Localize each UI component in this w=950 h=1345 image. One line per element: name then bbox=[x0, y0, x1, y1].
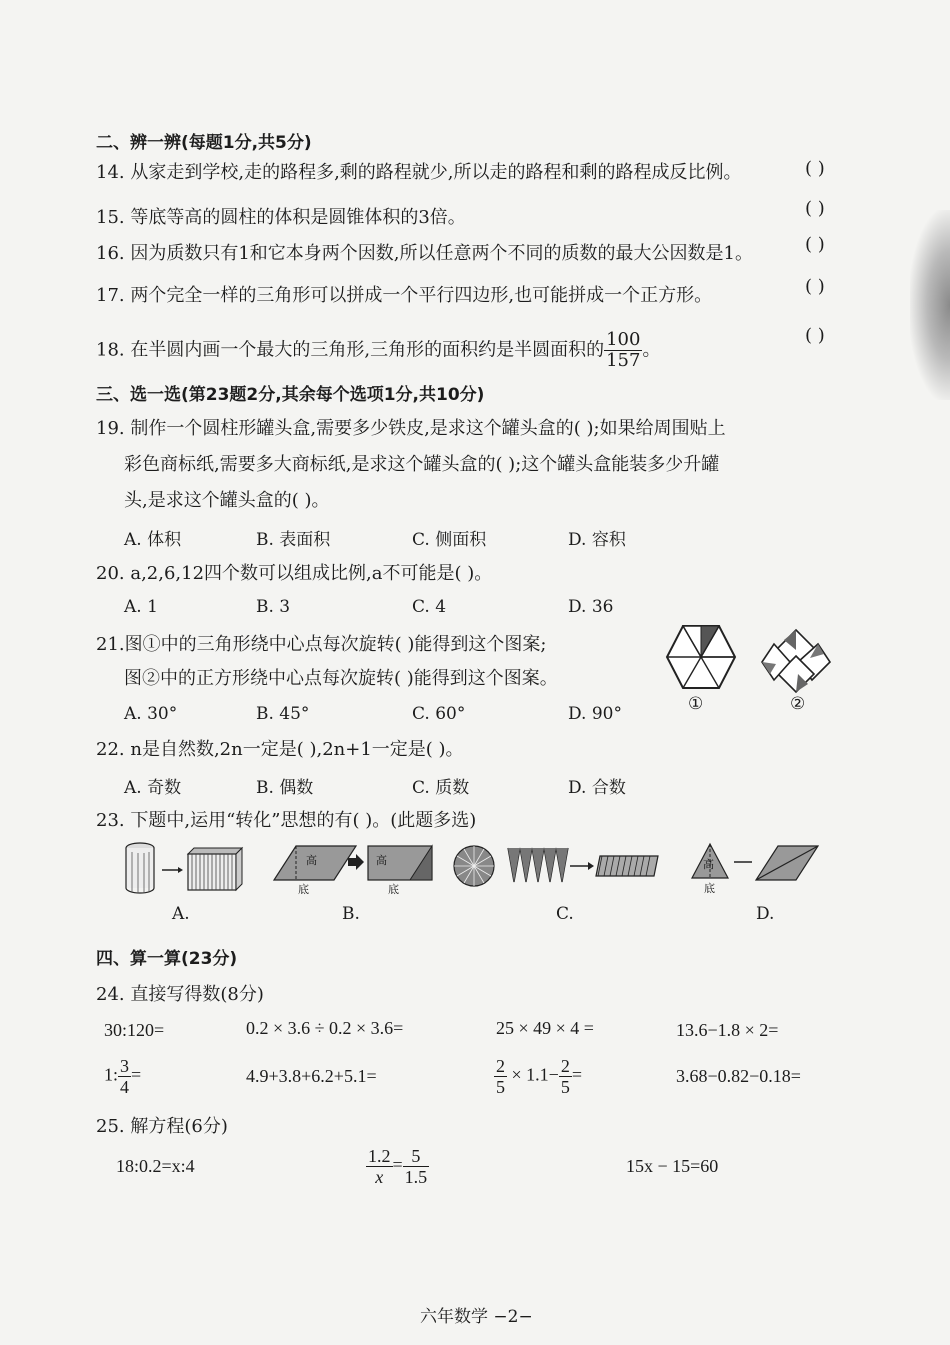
question-18-end: 。 bbox=[642, 339, 661, 361]
q22-option-b[interactable]: B. 偶数 bbox=[256, 778, 314, 798]
q23-option-b[interactable]: B. bbox=[342, 904, 360, 924]
equation-3: 15x − 15=60 bbox=[626, 1156, 719, 1176]
calc-1-1: 30:120= bbox=[104, 1020, 165, 1040]
fraction-5-1.5 bbox=[403, 1146, 430, 1187]
question-21-line-1: 21.图①中的三角形绕中心点每次旋转( )能得到这个图案; bbox=[96, 634, 547, 655]
fraction-numerator: 3 bbox=[120, 1056, 130, 1076]
q19-option-c[interactable]: C. 侧面积 bbox=[412, 530, 487, 550]
equation-1: 18:0.2=x:4 bbox=[116, 1156, 195, 1176]
figure-b-height-label-1: 高 bbox=[306, 854, 317, 867]
q20-option-c[interactable]: C. 4 bbox=[412, 597, 447, 617]
answer-blank-15[interactable]: ( ) bbox=[805, 198, 825, 219]
q22-option-d[interactable]: D. 合数 bbox=[568, 778, 626, 798]
section-4-title: 四、算一算(23分) bbox=[96, 949, 238, 969]
question-22: 22. n是自然数,2n一定是( ),2n+1一定是( )。 bbox=[96, 739, 464, 760]
q23-option-a[interactable]: A. bbox=[172, 904, 190, 924]
calc-2-1-equals: = bbox=[131, 1064, 142, 1085]
fraction-1.2-x bbox=[366, 1146, 393, 1187]
q22-option-a[interactable]: A. 奇数 bbox=[124, 778, 182, 798]
figure-b-base-label-1: 底 bbox=[298, 883, 309, 896]
answer-blank-16[interactable]: ( ) bbox=[805, 234, 825, 255]
q20-option-d[interactable]: D. 36 bbox=[568, 597, 614, 617]
fraction-2-5-b bbox=[559, 1056, 572, 1097]
question-18-text: 18. 在半圆内画一个最大的三角形,三角形的面积约是半圆面积的 bbox=[96, 339, 605, 361]
fraction-denominator: 1.5 bbox=[404, 1167, 428, 1187]
fraction-3-4 bbox=[118, 1056, 131, 1097]
calc-2-3 bbox=[494, 1056, 582, 1097]
hexagon-figure-1 bbox=[665, 624, 737, 690]
q20-option-a[interactable]: A. 1 bbox=[124, 597, 158, 617]
calc-2-2: 4.9+3.8+6.2+5.1= bbox=[246, 1066, 377, 1086]
calc-1-2: 0.2 × 3.6 ÷ 0.2 × 3.6= bbox=[246, 1018, 404, 1038]
figure-d-height-label: 高 bbox=[703, 858, 714, 871]
figure-label-1: ① bbox=[688, 694, 704, 714]
equation-2 bbox=[366, 1146, 429, 1187]
fraction-numerator: 1.2 bbox=[368, 1146, 391, 1166]
cylinder-to-cuboid-figure bbox=[122, 840, 244, 898]
page-footer: 六年数学 −2− bbox=[420, 1307, 533, 1327]
calc-1-3: 25 × 49 × 4 = bbox=[496, 1018, 594, 1038]
fraction-numerator: 100 bbox=[606, 329, 641, 350]
section-3-title: 三、选一选(第23题2分,其余每个选项1分,共10分) bbox=[96, 385, 485, 405]
calc-2-3-equals: = bbox=[571, 1064, 582, 1085]
fraction-denominator: 4 bbox=[120, 1077, 130, 1097]
answer-blank-17[interactable]: ( ) bbox=[805, 276, 825, 297]
pinwheel-figure-2 bbox=[758, 626, 834, 696]
fraction-numerator: 2 bbox=[496, 1056, 505, 1076]
q21-option-d[interactable]: D. 90° bbox=[568, 704, 622, 724]
fraction-numerator: 5 bbox=[403, 1146, 430, 1167]
equation-2-equals: = bbox=[392, 1154, 403, 1175]
figure-b-base-label-2: 底 bbox=[388, 883, 399, 896]
fraction-2-5-a bbox=[494, 1056, 507, 1097]
q19-option-b[interactable]: B. 表面积 bbox=[256, 530, 331, 550]
question-19-line-3: 头,是求这个罐头盒的( )。 bbox=[124, 490, 330, 511]
fraction-denominator: 5 bbox=[560, 1077, 570, 1097]
calc-1-4: 13.6−1.8 × 2= bbox=[676, 1020, 779, 1040]
q19-option-d[interactable]: D. 容积 bbox=[568, 530, 626, 550]
calc-2-3-middle: × 1.1− bbox=[511, 1064, 559, 1085]
q23-option-c[interactable]: C. bbox=[556, 904, 574, 924]
question-16: 16. 因为质数只有1和它本身两个因数,所以任意两个不同的质数的最大公因数是1。 bbox=[96, 243, 753, 264]
question-21-line-2: 图②中的正方形绕中心点每次旋转( )能得到这个图案。 bbox=[124, 668, 558, 689]
question-14: 14. 从家走到学校,走的路程多,剩的路程就少,所以走的路程和剩的路程成反比例。 bbox=[96, 162, 742, 183]
answer-blank-18[interactable]: ( ) bbox=[805, 325, 825, 346]
parallelogram-to-rectangle-figure bbox=[272, 840, 440, 898]
question-20: 20. a,2,6,12四个数可以组成比例,a不可能是( )。 bbox=[96, 563, 493, 584]
figure-b-height-label-2: 高 bbox=[376, 854, 387, 867]
q21-option-b[interactable]: B. 45° bbox=[256, 704, 310, 724]
q21-option-c[interactable]: C. 60° bbox=[412, 704, 466, 724]
section-2-title: 二、辨一辨(每题1分,共5分) bbox=[96, 133, 312, 153]
q22-option-c[interactable]: C. 质数 bbox=[412, 778, 470, 798]
fraction-numerator: 2 bbox=[560, 1056, 570, 1076]
fraction-100-157 bbox=[604, 330, 642, 371]
calc-2-4: 3.68−0.82−0.18= bbox=[676, 1066, 801, 1086]
q19-option-a[interactable]: A. 体积 bbox=[124, 530, 182, 550]
calc-2-1-prefix: 1: bbox=[104, 1064, 119, 1085]
fraction-denominator: 5 bbox=[496, 1077, 505, 1097]
circle-to-parallelogram-figure bbox=[452, 840, 664, 892]
q23-option-d[interactable]: D. bbox=[756, 904, 775, 924]
question-23: 23. 下题中,运用“转化”思想的有( )。(此题多选) bbox=[96, 810, 477, 831]
question-15: 15. 等底等高的圆柱的体积是圆锥体积的3倍。 bbox=[96, 207, 466, 228]
answer-blank-14[interactable]: ( ) bbox=[805, 158, 825, 179]
question-17: 17. 两个完全一样的三角形可以拼成一个平行四边形,也可能拼成一个正方形。 bbox=[96, 285, 713, 306]
question-24: 24. 直接写得数(8分) bbox=[96, 984, 264, 1005]
fraction-denominator: 157 bbox=[606, 350, 641, 371]
question-19-line-2: 彩色商标纸,需要多大商标纸,是求这个罐头盒的( );这个罐头盒能装多少升罐 bbox=[124, 454, 720, 475]
calc-2-1 bbox=[104, 1056, 141, 1097]
question-25: 25. 解方程(6分) bbox=[96, 1116, 228, 1137]
question-18 bbox=[96, 330, 660, 371]
figure-label-2: ② bbox=[790, 694, 806, 714]
fraction-denominator: x bbox=[375, 1167, 384, 1187]
q21-option-a[interactable]: A. 30° bbox=[124, 704, 178, 724]
scan-smudge bbox=[910, 210, 950, 400]
triangle-to-parallelogram-figure bbox=[690, 840, 822, 896]
figure-d-base-label: 底 bbox=[704, 882, 715, 895]
question-19-line-1: 19. 制作一个圆柱形罐头盒,需要多少铁皮,是求这个罐头盒的( );如果给周围贴上 bbox=[96, 418, 726, 439]
q20-option-b[interactable]: B. 3 bbox=[256, 597, 291, 617]
